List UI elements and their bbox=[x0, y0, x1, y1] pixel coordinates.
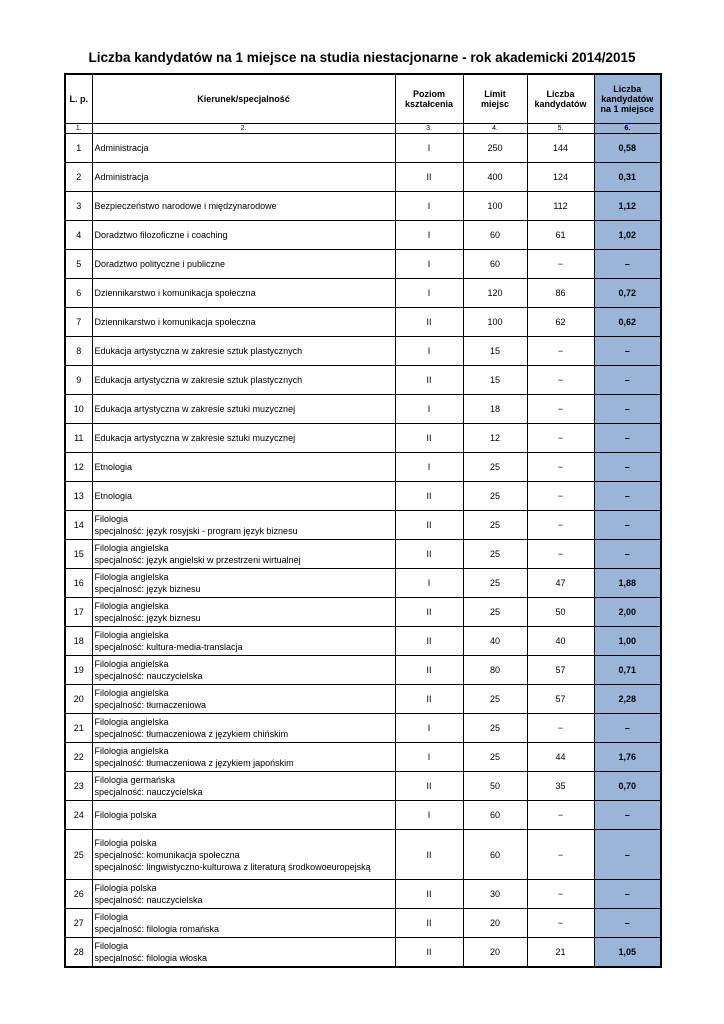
program-name: Dziennikarstwo i komunikacja społeczna bbox=[94, 317, 256, 327]
candidates-cell: − bbox=[527, 337, 594, 366]
ratio-cell: – bbox=[594, 909, 661, 938]
limit-cell: 25 bbox=[463, 569, 527, 598]
program-name-cell bbox=[92, 598, 395, 627]
header-liczba-line2: kandydatów bbox=[534, 99, 587, 109]
program-name-cell bbox=[92, 163, 395, 192]
table-row bbox=[65, 685, 661, 714]
level-cell: I bbox=[395, 221, 463, 250]
ratio-cell: 1,00 bbox=[594, 627, 661, 656]
limit-cell: 25 bbox=[463, 453, 527, 482]
level-cell: II bbox=[395, 880, 463, 909]
candidates-cell: 57 bbox=[527, 656, 594, 685]
specialization-line: specjalność: język rosyjski - program język biznesu bbox=[94, 526, 298, 536]
row-number-cell: 22 bbox=[65, 743, 92, 772]
level-cell: I bbox=[395, 743, 463, 772]
table-row bbox=[65, 482, 661, 511]
table-row bbox=[65, 337, 661, 366]
row-number-cell: 25 bbox=[65, 830, 92, 880]
program-name-cell bbox=[92, 656, 395, 685]
ratio-cell: – bbox=[594, 880, 661, 909]
table-row bbox=[65, 192, 661, 221]
program-name-cell bbox=[92, 511, 395, 540]
program-name-cell bbox=[92, 279, 395, 308]
column-number: 2. bbox=[92, 124, 395, 134]
candidates-table bbox=[64, 73, 662, 968]
ratio-cell: – bbox=[594, 453, 661, 482]
limit-cell: 25 bbox=[463, 482, 527, 511]
program-name: Edukacja artystyczna w zakresie sztuk plastycznych bbox=[94, 375, 303, 385]
ratio-cell: 0,72 bbox=[594, 279, 661, 308]
program-name: Etnologia bbox=[94, 462, 133, 472]
program-name: Bezpieczeństwo narodowe i międzynarodowe bbox=[94, 201, 277, 211]
candidates-cell: 35 bbox=[527, 772, 594, 801]
candidates-cell: 61 bbox=[527, 221, 594, 250]
table-row bbox=[65, 598, 661, 627]
header-ratio-line3: na 1 miejsce bbox=[600, 104, 655, 114]
level-cell: II bbox=[395, 163, 463, 192]
table-row bbox=[65, 511, 661, 540]
program-name: Administracja bbox=[94, 172, 149, 182]
candidates-cell: 40 bbox=[527, 627, 594, 656]
table-row bbox=[65, 830, 661, 880]
ratio-cell: 0,58 bbox=[594, 134, 661, 163]
ratio-cell: 1,88 bbox=[594, 569, 661, 598]
ratio-cell: 0,31 bbox=[594, 163, 661, 192]
table-row bbox=[65, 880, 661, 909]
program-name-cell bbox=[92, 221, 395, 250]
program-name-cell bbox=[92, 395, 395, 424]
level-cell: I bbox=[395, 801, 463, 830]
level-cell: II bbox=[395, 308, 463, 337]
candidates-cell: 44 bbox=[527, 743, 594, 772]
ratio-cell: – bbox=[594, 337, 661, 366]
table-row bbox=[65, 163, 661, 192]
ratio-cell: 0,71 bbox=[594, 656, 661, 685]
row-number-cell: 5 bbox=[65, 250, 92, 279]
candidates-cell: 112 bbox=[527, 192, 594, 221]
specialization-line: specjalność: tłumaczeniowa bbox=[94, 700, 207, 710]
candidates-cell: − bbox=[527, 482, 594, 511]
ratio-cell: – bbox=[594, 540, 661, 569]
level-cell: II bbox=[395, 938, 463, 967]
header-poziom-line1: Poziom bbox=[412, 89, 445, 99]
row-number-cell: 3 bbox=[65, 192, 92, 221]
program-name: Filologia angielska bbox=[94, 630, 169, 640]
candidates-cell: 144 bbox=[527, 134, 594, 163]
limit-cell: 100 bbox=[463, 192, 527, 221]
limit-cell: 80 bbox=[463, 656, 527, 685]
specialization-line: specjalność: nauczycielska bbox=[94, 671, 203, 681]
column-number-row bbox=[65, 124, 661, 134]
table-row bbox=[65, 714, 661, 743]
table-row bbox=[65, 909, 661, 938]
row-number-cell: 19 bbox=[65, 656, 92, 685]
candidates-cell: − bbox=[527, 424, 594, 453]
program-name-cell bbox=[92, 880, 395, 909]
program-name: Filologia angielska bbox=[94, 659, 169, 669]
program-name-cell bbox=[92, 366, 395, 395]
candidates-cell: − bbox=[527, 880, 594, 909]
ratio-cell: 2,00 bbox=[594, 598, 661, 627]
row-number-cell: 13 bbox=[65, 482, 92, 511]
program-name: Filologia angielska bbox=[94, 543, 169, 553]
level-cell: II bbox=[395, 656, 463, 685]
ratio-cell: – bbox=[594, 830, 661, 880]
table-row bbox=[65, 453, 661, 482]
specialization-line: specjalność: kultura-media-translacja bbox=[94, 642, 243, 652]
ratio-cell: – bbox=[594, 482, 661, 511]
header-poziom-line2: kształcenia bbox=[404, 99, 454, 109]
candidates-cell: − bbox=[527, 250, 594, 279]
level-cell: II bbox=[395, 540, 463, 569]
row-number-cell: 21 bbox=[65, 714, 92, 743]
candidates-cell: − bbox=[527, 395, 594, 424]
level-cell: II bbox=[395, 482, 463, 511]
level-cell: II bbox=[395, 424, 463, 453]
row-number-cell: 23 bbox=[65, 772, 92, 801]
row-number-cell: 2 bbox=[65, 163, 92, 192]
candidates-cell: 124 bbox=[527, 163, 594, 192]
column-number: 5. bbox=[527, 124, 594, 134]
limit-cell: 25 bbox=[463, 540, 527, 569]
specialization-line: specjalność: język angielski w przestrzeni wirtualnej bbox=[94, 555, 301, 565]
row-number-cell: 18 bbox=[65, 627, 92, 656]
row-number-cell: 4 bbox=[65, 221, 92, 250]
ratio-cell: – bbox=[594, 366, 661, 395]
program-name: Etnologia bbox=[94, 491, 133, 501]
program-name: Dziennikarstwo i komunikacja społeczna bbox=[94, 288, 256, 298]
column-number: 6. bbox=[594, 124, 661, 134]
ratio-cell: 1,12 bbox=[594, 192, 661, 221]
ratio-cell: 1,02 bbox=[594, 221, 661, 250]
level-cell: I bbox=[395, 279, 463, 308]
program-name: Edukacja artystyczna w zakresie sztuki muzycznej bbox=[94, 433, 296, 443]
ratio-cell: 1,76 bbox=[594, 743, 661, 772]
table-row bbox=[65, 424, 661, 453]
table-row bbox=[65, 134, 661, 163]
level-cell: I bbox=[395, 395, 463, 424]
row-number-cell: 16 bbox=[65, 569, 92, 598]
candidates-cell: − bbox=[527, 909, 594, 938]
row-number-cell: 8 bbox=[65, 337, 92, 366]
ratio-cell: – bbox=[594, 395, 661, 424]
limit-cell: 60 bbox=[463, 250, 527, 279]
program-name-cell bbox=[92, 909, 395, 938]
specialization-line: specjalność: tłumaczeniowa z językiem chińskim bbox=[94, 729, 289, 739]
program-name-cell bbox=[92, 569, 395, 598]
limit-cell: 60 bbox=[463, 801, 527, 830]
candidates-cell: 50 bbox=[527, 598, 594, 627]
specialization-line: specjalność: nauczycielska bbox=[94, 895, 203, 905]
ratio-cell: 1,05 bbox=[594, 938, 661, 967]
header-row bbox=[65, 74, 661, 124]
row-number-cell: 10 bbox=[65, 395, 92, 424]
column-number: 3. bbox=[395, 124, 463, 134]
header-limit bbox=[463, 74, 527, 124]
row-number-cell: 27 bbox=[65, 909, 92, 938]
table-row bbox=[65, 743, 661, 772]
limit-cell: 15 bbox=[463, 366, 527, 395]
candidates-cell: − bbox=[527, 511, 594, 540]
specialization-line: specjalność: język biznesu bbox=[94, 584, 201, 594]
candidates-cell: 21 bbox=[527, 938, 594, 967]
level-cell: I bbox=[395, 569, 463, 598]
specialization-line: specjalność: filologia romańska bbox=[94, 924, 220, 934]
column-number: 4. bbox=[463, 124, 527, 134]
row-number-cell: 6 bbox=[65, 279, 92, 308]
header-limit-line1: Limit bbox=[484, 89, 506, 99]
limit-cell: 250 bbox=[463, 134, 527, 163]
program-name-cell bbox=[92, 938, 395, 967]
table-row bbox=[65, 308, 661, 337]
header-kierunek: Kierunek/specjalność bbox=[92, 74, 395, 124]
limit-cell: 100 bbox=[463, 308, 527, 337]
program-name: Filologia angielska bbox=[94, 572, 169, 582]
program-name-cell bbox=[92, 453, 395, 482]
limit-cell: 120 bbox=[463, 279, 527, 308]
limit-cell: 25 bbox=[463, 743, 527, 772]
program-name-cell bbox=[92, 685, 395, 714]
header-ratio-line2: kandydatów bbox=[601, 94, 654, 104]
table-row bbox=[65, 938, 661, 967]
program-name-cell bbox=[92, 540, 395, 569]
table-row bbox=[65, 772, 661, 801]
limit-cell: 30 bbox=[463, 880, 527, 909]
specialization-line: specjalność: lingwistyczno-kulturowa z literaturą środkowoeuropejską bbox=[94, 861, 371, 872]
level-cell: I bbox=[395, 250, 463, 279]
level-cell: II bbox=[395, 685, 463, 714]
ratio-cell: – bbox=[594, 511, 661, 540]
program-name: Doradztwo polityczne i publiczne bbox=[94, 259, 226, 269]
program-name-cell bbox=[92, 424, 395, 453]
program-name-cell bbox=[92, 308, 395, 337]
program-name-cell bbox=[92, 482, 395, 511]
ratio-cell: – bbox=[594, 714, 661, 743]
program-name: Filologia angielska bbox=[94, 688, 169, 698]
program-name-cell bbox=[92, 627, 395, 656]
program-name-cell bbox=[92, 714, 395, 743]
level-cell: II bbox=[395, 627, 463, 656]
level-cell: II bbox=[395, 909, 463, 938]
header-liczba bbox=[527, 74, 594, 124]
program-name: Filologia bbox=[94, 940, 129, 951]
program-name: Filologia angielska bbox=[94, 601, 169, 611]
candidates-cell: − bbox=[527, 540, 594, 569]
header-ratio bbox=[594, 74, 661, 124]
table-row bbox=[65, 279, 661, 308]
level-cell: II bbox=[395, 598, 463, 627]
level-cell: I bbox=[395, 714, 463, 743]
specialization-line: specjalność: tłumaczeniowa z językiem japońskim bbox=[94, 758, 294, 768]
limit-cell: 60 bbox=[463, 221, 527, 250]
limit-cell: 25 bbox=[463, 511, 527, 540]
table-row bbox=[65, 569, 661, 598]
program-name-cell bbox=[92, 250, 395, 279]
ratio-cell: 0,62 bbox=[594, 308, 661, 337]
page-title: Liczba kandydatów na 1 miejsce na studia niestacjonarne - rok akademicki 2014/2015 bbox=[88, 50, 636, 65]
candidates-cell: 57 bbox=[527, 685, 594, 714]
limit-cell: 40 bbox=[463, 627, 527, 656]
program-name-cell bbox=[92, 830, 395, 880]
table-row bbox=[65, 366, 661, 395]
program-name: Edukacja artystyczna w zakresie sztuk plastycznych bbox=[94, 346, 303, 356]
ratio-cell: – bbox=[594, 250, 661, 279]
table-row bbox=[65, 801, 661, 830]
limit-cell: 12 bbox=[463, 424, 527, 453]
candidates-cell: 86 bbox=[527, 279, 594, 308]
specialization-line: specjalność: nauczycielska bbox=[94, 787, 203, 797]
limit-cell: 25 bbox=[463, 598, 527, 627]
level-cell: II bbox=[395, 366, 463, 395]
row-number-cell: 28 bbox=[65, 938, 92, 967]
level-cell: II bbox=[395, 772, 463, 801]
candidates-cell: − bbox=[527, 830, 594, 880]
row-number-cell: 11 bbox=[65, 424, 92, 453]
ratio-cell: 2,28 bbox=[594, 685, 661, 714]
ratio-cell: 0,70 bbox=[594, 772, 661, 801]
level-cell: I bbox=[395, 134, 463, 163]
row-number-cell: 9 bbox=[65, 366, 92, 395]
limit-cell: 400 bbox=[463, 163, 527, 192]
level-cell: II bbox=[395, 830, 463, 880]
row-number-cell: 12 bbox=[65, 453, 92, 482]
candidates-cell: − bbox=[527, 801, 594, 830]
table-row bbox=[65, 250, 661, 279]
program-name-cell bbox=[92, 192, 395, 221]
limit-cell: 25 bbox=[463, 714, 527, 743]
limit-cell: 60 bbox=[463, 830, 527, 880]
row-number-cell: 15 bbox=[65, 540, 92, 569]
candidates-cell: − bbox=[527, 714, 594, 743]
row-number-cell: 14 bbox=[65, 511, 92, 540]
candidates-cell: − bbox=[527, 366, 594, 395]
limit-cell: 50 bbox=[463, 772, 527, 801]
program-name-cell bbox=[92, 743, 395, 772]
column-number: 1. bbox=[65, 124, 92, 134]
level-cell: II bbox=[395, 511, 463, 540]
program-name: Doradztwo filozoficzne i coaching bbox=[94, 230, 228, 240]
row-number-cell: 24 bbox=[65, 801, 92, 830]
program-name-cell bbox=[92, 772, 395, 801]
table-row bbox=[65, 395, 661, 424]
program-name-cell bbox=[92, 801, 395, 830]
limit-cell: 18 bbox=[463, 395, 527, 424]
level-cell: I bbox=[395, 192, 463, 221]
row-number-cell: 26 bbox=[65, 880, 92, 909]
limit-cell: 25 bbox=[463, 685, 527, 714]
program-name: Filologia polska bbox=[94, 810, 157, 820]
specialization-line: specjalność: filologia włoska bbox=[94, 952, 208, 963]
program-name: Administracja bbox=[94, 143, 149, 153]
header-lp: L. p. bbox=[65, 74, 92, 124]
program-name: Filologia bbox=[94, 912, 129, 922]
header-poziom bbox=[395, 74, 463, 124]
program-name: Filologia angielska bbox=[94, 717, 169, 727]
header-limit-line2: miejsc bbox=[480, 99, 510, 109]
limit-cell: 20 bbox=[463, 938, 527, 967]
level-cell: I bbox=[395, 337, 463, 366]
limit-cell: 20 bbox=[463, 909, 527, 938]
row-number-cell: 7 bbox=[65, 308, 92, 337]
table-row bbox=[65, 540, 661, 569]
table-row bbox=[65, 221, 661, 250]
candidates-cell: 62 bbox=[527, 308, 594, 337]
limit-cell: 15 bbox=[463, 337, 527, 366]
program-name: Filologia bbox=[94, 514, 129, 524]
candidates-cell: − bbox=[527, 453, 594, 482]
program-name: Filologia polska bbox=[94, 883, 157, 893]
candidates-cell: 47 bbox=[527, 569, 594, 598]
program-name: Filologia polska bbox=[94, 837, 157, 848]
specialization-line: specjalność: komunikacja społeczna bbox=[94, 849, 240, 860]
program-name-cell bbox=[92, 134, 395, 163]
level-cell: I bbox=[395, 453, 463, 482]
row-number-cell: 20 bbox=[65, 685, 92, 714]
row-number-cell: 17 bbox=[65, 598, 92, 627]
table-row bbox=[65, 656, 661, 685]
header-ratio-line1: Liczba bbox=[613, 84, 642, 94]
table-row bbox=[65, 627, 661, 656]
table-body bbox=[65, 134, 661, 967]
program-name-cell bbox=[92, 337, 395, 366]
program-name: Filologia angielska bbox=[94, 746, 169, 756]
row-number-cell: 1 bbox=[65, 134, 92, 163]
ratio-cell: – bbox=[594, 801, 661, 830]
specialization-line: specjalność: język biznesu bbox=[94, 613, 201, 623]
ratio-cell: – bbox=[594, 424, 661, 453]
program-name: Edukacja artystyczna w zakresie sztuki muzycznej bbox=[94, 404, 296, 414]
header-liczba-line1: Liczba bbox=[546, 89, 575, 99]
program-name: Filologia germańska bbox=[94, 775, 176, 785]
